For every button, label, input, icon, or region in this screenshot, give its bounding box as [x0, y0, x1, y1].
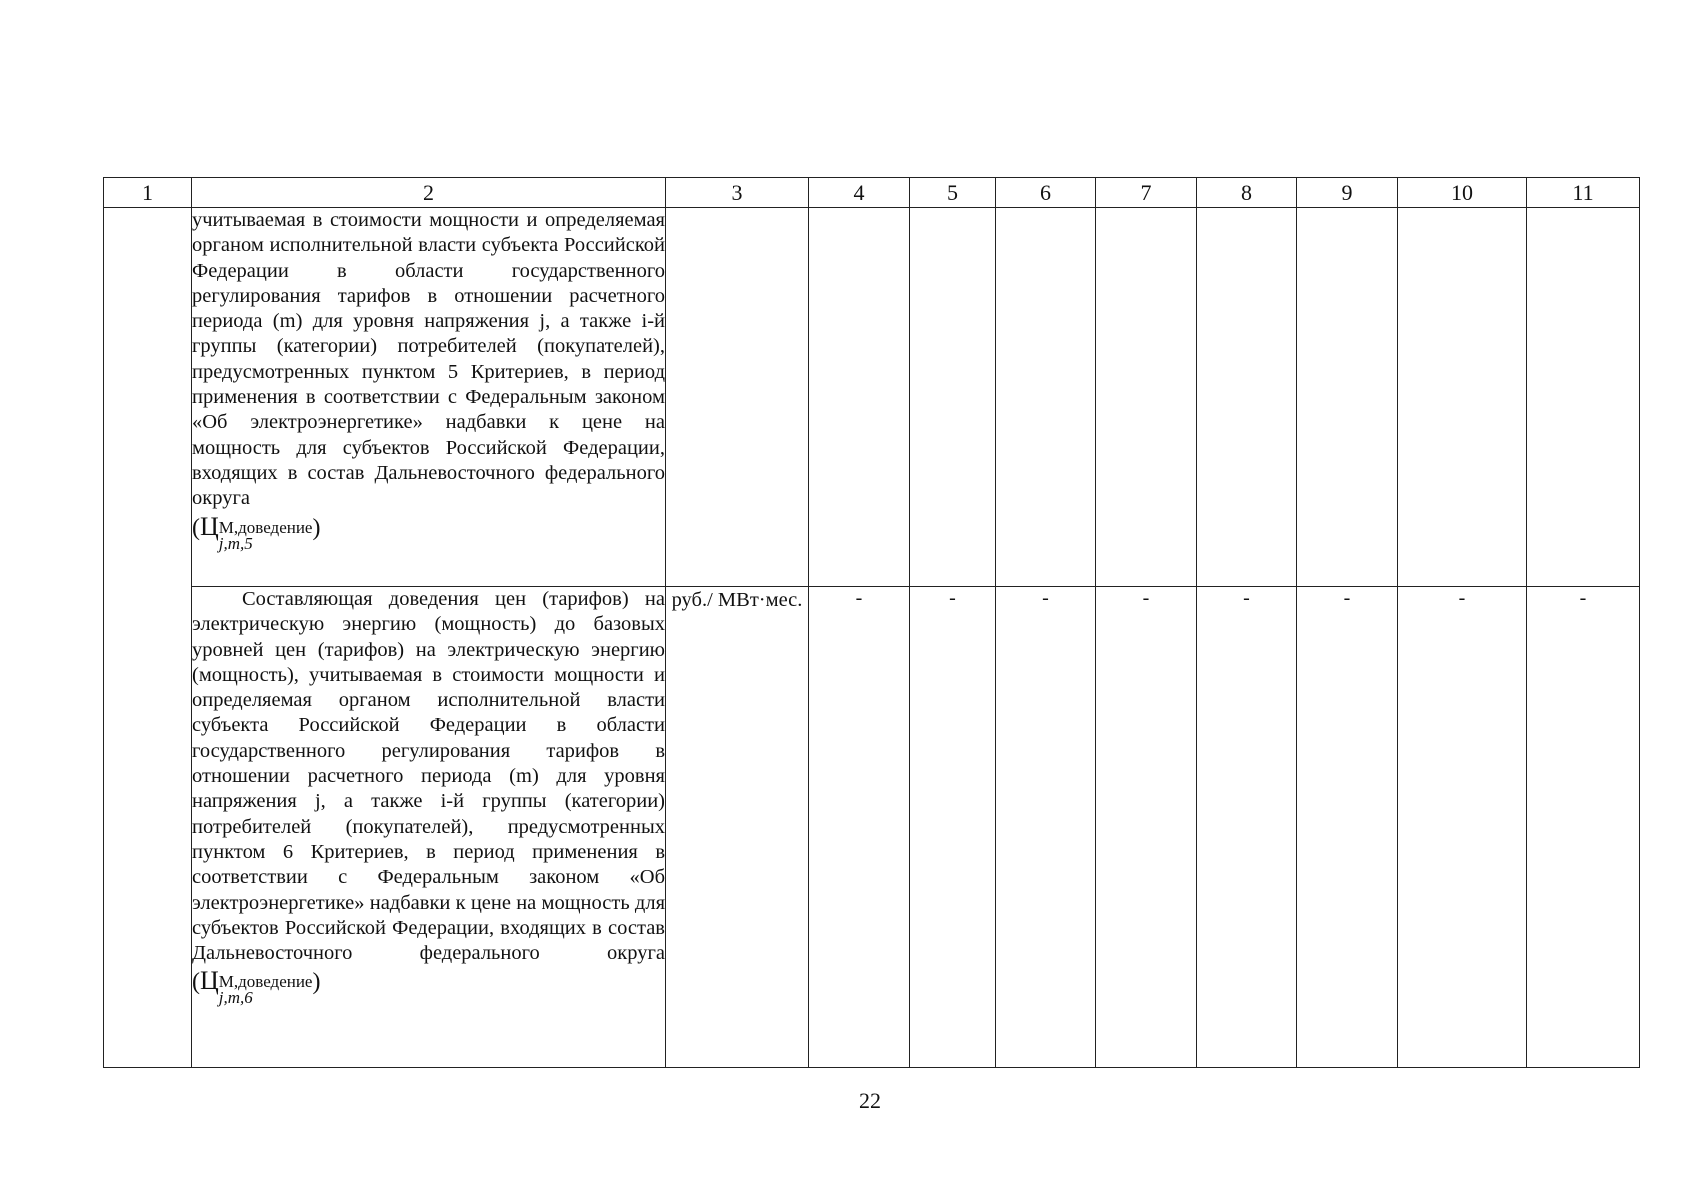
formula-superscript: М,доведение	[218, 517, 313, 537]
column-header: 9	[1297, 178, 1398, 208]
value-cell: -	[910, 587, 996, 1068]
column-header: 1	[104, 178, 192, 208]
value-cell: -	[1096, 587, 1197, 1068]
unit-cell: руб./ МВт·мес.	[666, 587, 809, 1068]
price-formula	[192, 968, 320, 1006]
value-cell	[1197, 208, 1297, 587]
unit-cell	[666, 208, 809, 587]
value-cell	[1527, 208, 1640, 587]
table-row	[104, 587, 1640, 1068]
page-number: 22	[859, 1088, 881, 1113]
column-header: 7	[1096, 178, 1197, 208]
price-formula	[192, 511, 321, 553]
formula-close-paren: )	[312, 969, 321, 996]
value-cell: -	[809, 587, 910, 1068]
value-cell	[809, 208, 910, 587]
value-cell	[1096, 208, 1197, 587]
value-cell: -	[1297, 587, 1398, 1068]
description-text: учитываемая в стоимости мощности и определяемая органом исполнительной власти субъекта Российской Федерации в области государственного регулирования тарифов в отношении расчетного периода (m) для уровня напряжения j, а также i-й группы (категории) потребителей (покупателей), предусмотренных пунктом 5 Критериев, в период применения в соответствии с Федеральным законом «Об электроэнергетике» надбавки к цене на мощность для субъектов Российской Федерации, входящих в состав Дальневосточного федерального округа	[192, 209, 665, 510]
column-header: 10	[1398, 178, 1527, 208]
column-header: 6	[996, 178, 1096, 208]
value-cell	[1297, 208, 1398, 587]
formula-symbol: Ц	[200, 966, 219, 996]
value-cell: -	[1527, 587, 1640, 1068]
formula-open-paren: (	[192, 514, 200, 541]
column-header: 2	[192, 178, 666, 208]
formula-superscript: М,доведение	[218, 972, 313, 992]
column-header: 8	[1197, 178, 1297, 208]
description-cell	[192, 587, 666, 1068]
value-cell: -	[996, 587, 1096, 1068]
row-number-cell	[104, 208, 192, 1068]
column-header: 11	[1527, 178, 1640, 208]
value-cell	[996, 208, 1096, 587]
formula-symbol: Ц	[200, 511, 219, 541]
formula-close-paren: )	[312, 514, 321, 541]
column-header: 5	[910, 178, 996, 208]
value-cell	[910, 208, 996, 587]
formula-open-paren: (	[192, 969, 200, 996]
value-cell	[1398, 208, 1527, 587]
formula-subscript: j,m,5	[218, 533, 253, 553]
data-table	[103, 177, 1640, 1068]
description-cell	[192, 208, 666, 587]
column-header: 4	[809, 178, 910, 208]
description-text: Составляющая доведения цен (тарифов) на электрическую энергию (мощность) до базовых уровней цен (тарифов) на электрическую энергию (мощность), учитываемая в стоимости мощности и определяемая органом исполнительной власти субъекта Российской Федерации в области государственного регулирования тарифов в отношении расчетного периода (m) для уровня напряжения j, а также i-й группы (категории) потребителей (покупателей), предусмотренных пунктом 6 Критериев, в период применения в соответствии с Федеральным законом «Об электроэнергетике» надбавки к цене на мощность для субъектов Российской Федерации, входящих в состав Дальневосточного федерального округа	[192, 588, 665, 965]
table-row	[104, 208, 1640, 587]
formula-subscript: j,m,6	[218, 988, 253, 1008]
column-header: 3	[666, 178, 809, 208]
header-row	[104, 178, 1640, 208]
value-cell: -	[1398, 587, 1527, 1068]
value-cell: -	[1197, 587, 1297, 1068]
